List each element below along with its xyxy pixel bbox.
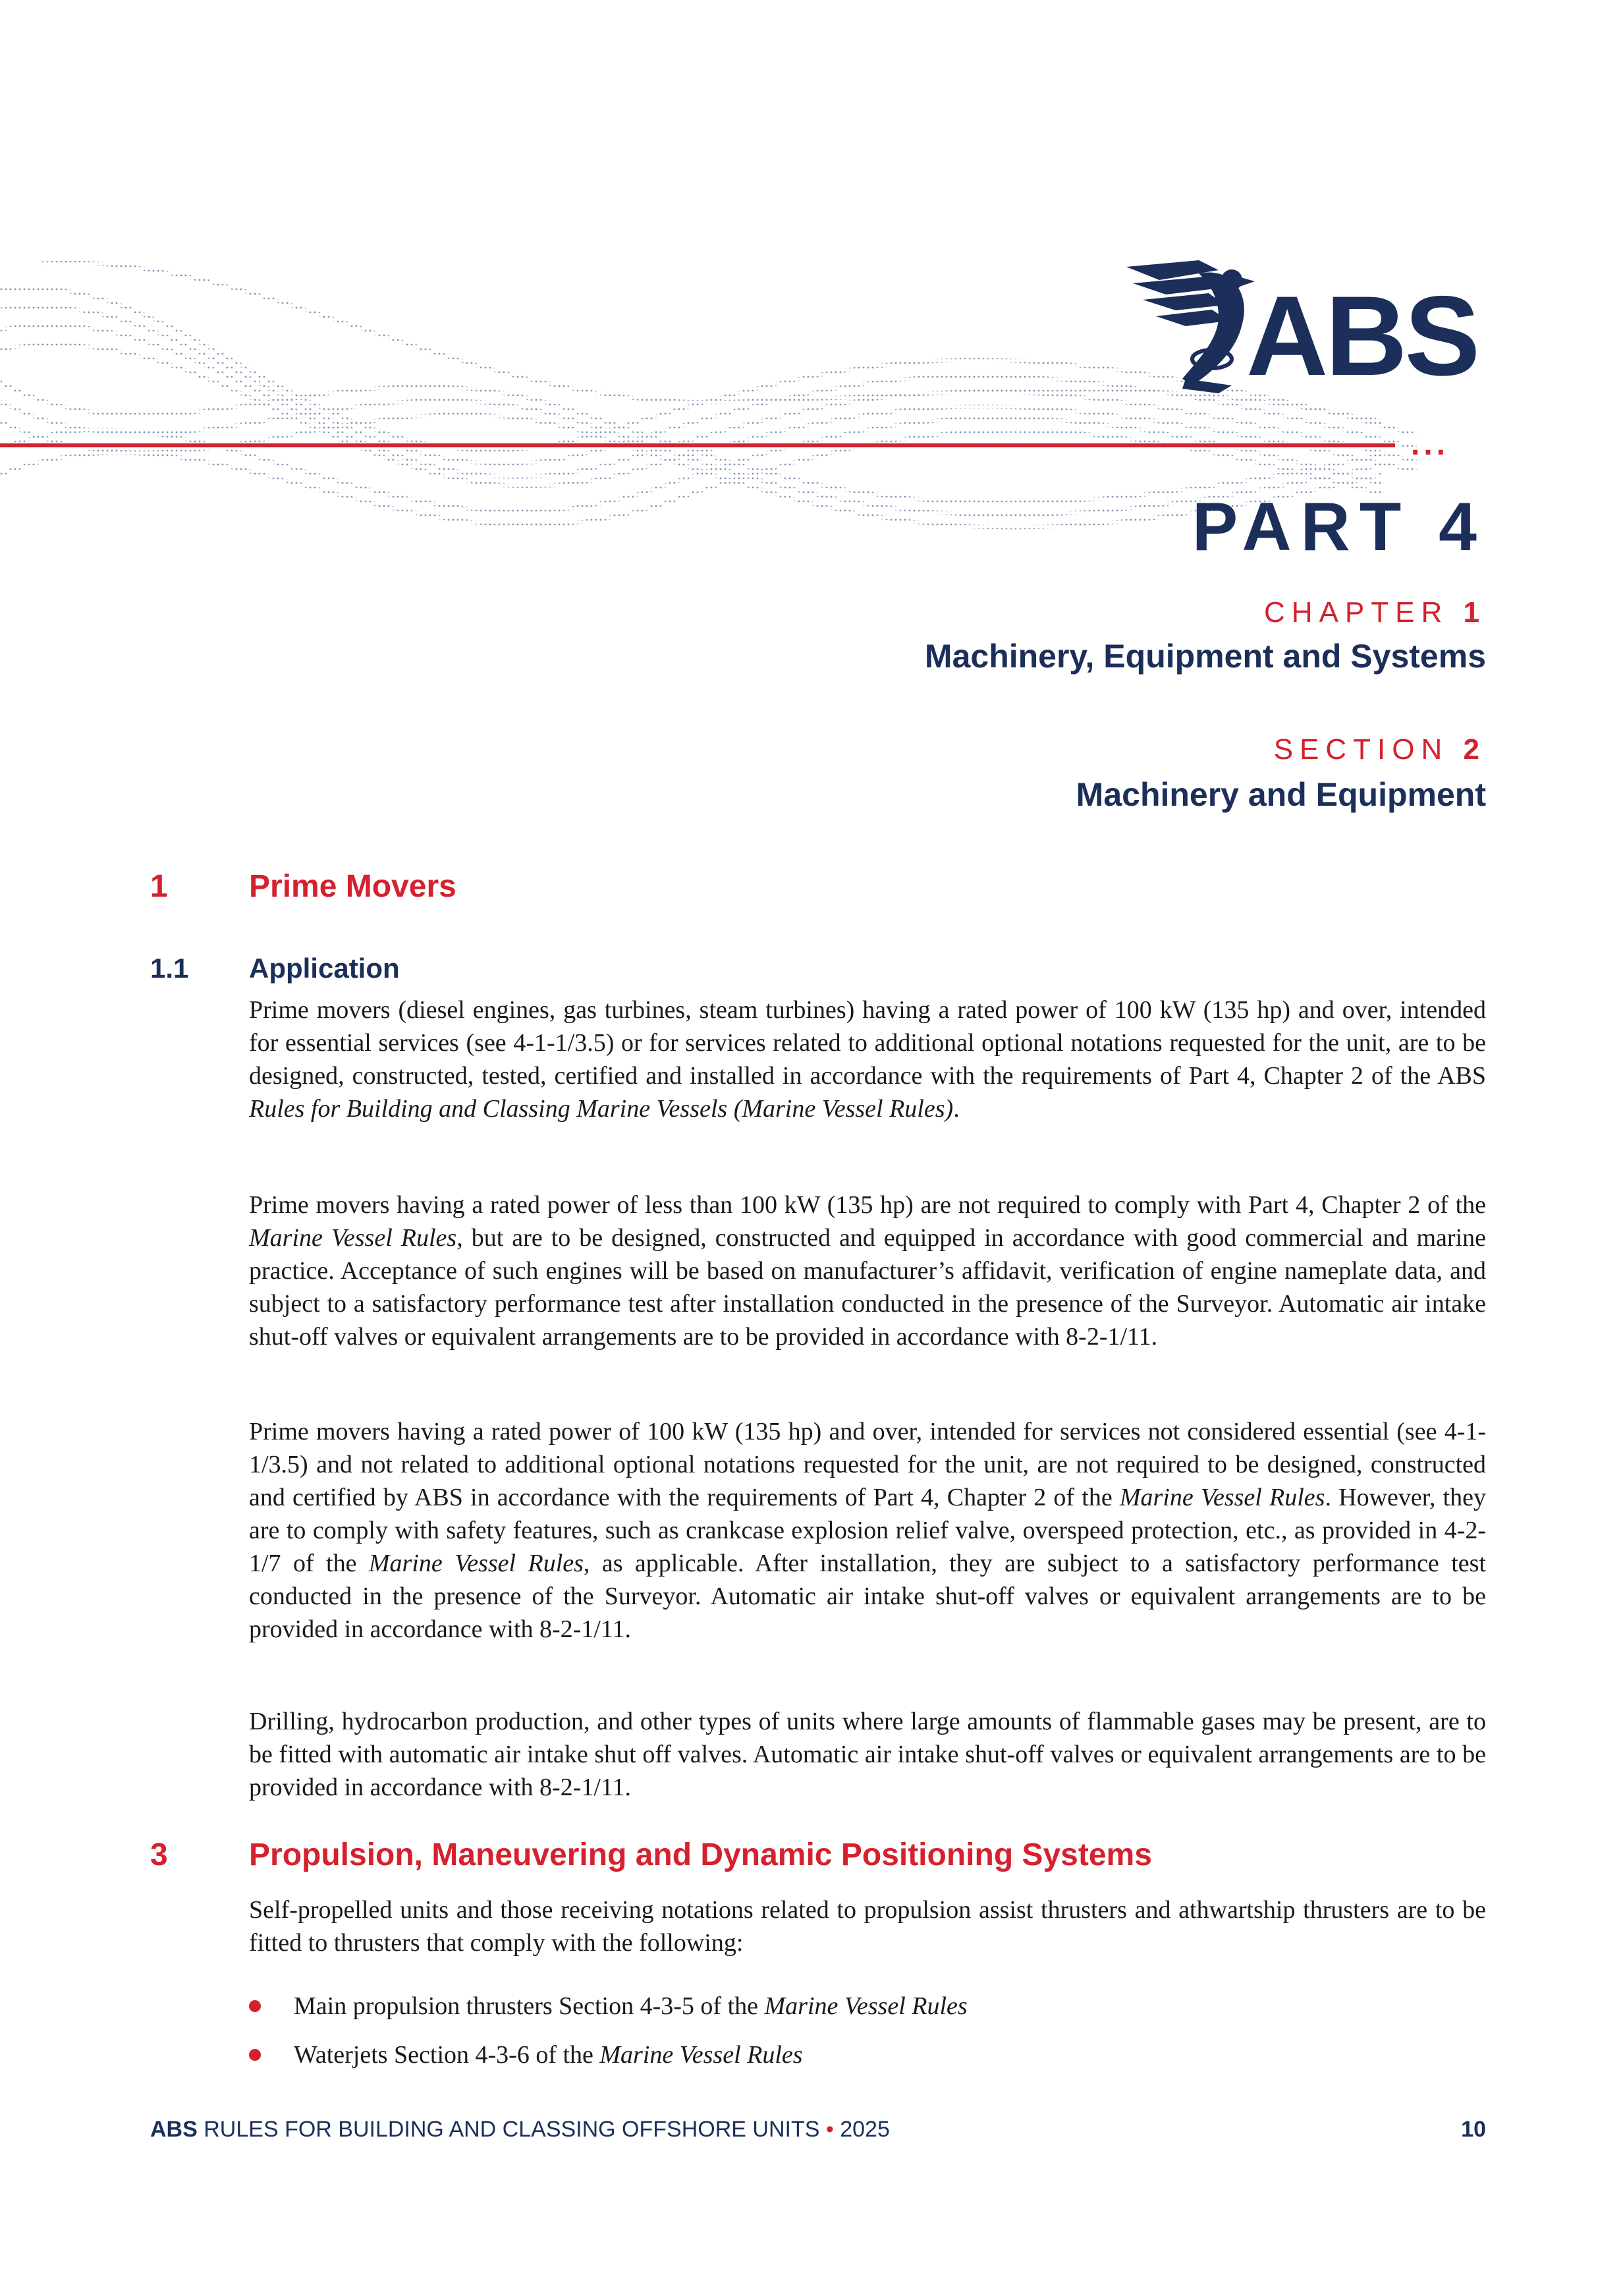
section-kicker bbox=[1274, 733, 1486, 767]
chapter-kicker bbox=[1264, 596, 1486, 630]
chapter-number: 1 bbox=[1463, 596, 1486, 629]
header-red-rule bbox=[0, 443, 1395, 447]
subsection-1-1-number: 1.1 bbox=[150, 953, 189, 984]
section-1-number: 1 bbox=[150, 869, 168, 904]
running-footer bbox=[150, 2115, 890, 2144]
section-3-title: Propulsion, Maneuvering and Dynamic Positioning Systems bbox=[249, 1837, 1152, 1872]
section-number: 2 bbox=[1463, 733, 1486, 766]
paragraph-4: Drilling, hydrocarbon production, and other types of units where large amounts of flammable gases may be present, are to be fitted with automatic air intake shut off valves. Automatic air intake shut-off valves or equivalent arrangements are to be provided in accordance with 8-2-1/11. bbox=[249, 1708, 1486, 1801]
subsection-1-1-title: Application bbox=[249, 953, 400, 984]
footer-title: RULES FOR BUILDING AND CLASSING OFFSHORE UNITS bbox=[204, 2117, 820, 2142]
section-title: Machinery and Equipment bbox=[1076, 776, 1486, 813]
section-3-intro: Self-propelled units and those receiving notations related to propulsion assist thrusters and athwartship thrusters are to be fitted to thrusters that comply with the following: bbox=[249, 1896, 1486, 1957]
list-item: Waterjets Section 4-3-6 of the Marine Vessel Rules bbox=[249, 2038, 803, 2071]
red-bullet-icon bbox=[249, 2000, 261, 2012]
paragraph-1: Prime movers (diesel engines, gas turbines, steam turbines) having a rated power of 100 kW (135 hp) and over, intended for essential services (see 4-1-1/3.5) or for services related to additional optional notations requested for the unit, are to be designed, constructed, tested, certified and installed in accordance with the requirements of Part 4, Chapter 2 of the ABS Rules for Building and Classing Marine Vessels (Marine Vessel Rules). bbox=[249, 996, 1486, 1123]
section-3-number: 3 bbox=[150, 1837, 168, 1872]
paragraph-3: Prime movers having a rated power of 100 kW (135 hp) and over, intended for services not considered essential (see 4-1-1/3.5) and not related to additional optional notations requested for the unit, are not required to be designed, constructed and certified by ABS in accordance with the requirements of Part 4, Chapter 2 of the Marine Vessel Rules. However, they are to comply with safety features, such as crankcase explosion relief valve, overspeed protection, etc., as provided in 4-2-1/7 of the Marine Vessel Rules, as applicable. After installation, they are subject to a satisfactory performance test conducted in the presence of the Surveyor. Automatic air intake shut-off valves or equivalent arrangements are to be provided in accordance with 8-2-1/11. bbox=[249, 1418, 1487, 1643]
header-rule-dots: ... bbox=[1411, 427, 1450, 462]
section-1-title: Prime Movers bbox=[249, 869, 456, 904]
paragraph-2: Prime movers having a rated power of less than 100 kW (135 hp) are not required to comply with Part 4, Chapter 2 of the Marine Vessel Rules, but are to be designed, constructed and equipped in accordance with good commercial and marine practice. Acceptance of such engines will be based on manufacturer’s affidavit, verification of engine nameplate data, and subject to a satisfactory performance test after installation conducted in the presence of the Surveyor. Automatic air intake shut-off valves or equivalent arrangements are to be provided in accordance with 8-2-1/11. bbox=[249, 1191, 1486, 1351]
footer-separator: • bbox=[825, 2117, 834, 2142]
chapter-word: CHAPTER bbox=[1264, 596, 1449, 629]
footer-year: 2025 bbox=[840, 2117, 890, 2142]
part-title: PART 4 bbox=[1192, 489, 1486, 565]
abs-logo-text: ABS bbox=[1246, 273, 1478, 399]
chapter-title: Machinery, Equipment and Systems bbox=[924, 638, 1486, 675]
footer-brand: ABS bbox=[150, 2117, 198, 2142]
list-item: Main propulsion thrusters Section 4-3-5 of the Marine Vessel Rules bbox=[249, 1990, 968, 2023]
section-word: SECTION bbox=[1273, 733, 1449, 766]
page-number: 10 bbox=[1461, 2117, 1486, 2142]
red-bullet-icon bbox=[249, 2049, 261, 2061]
